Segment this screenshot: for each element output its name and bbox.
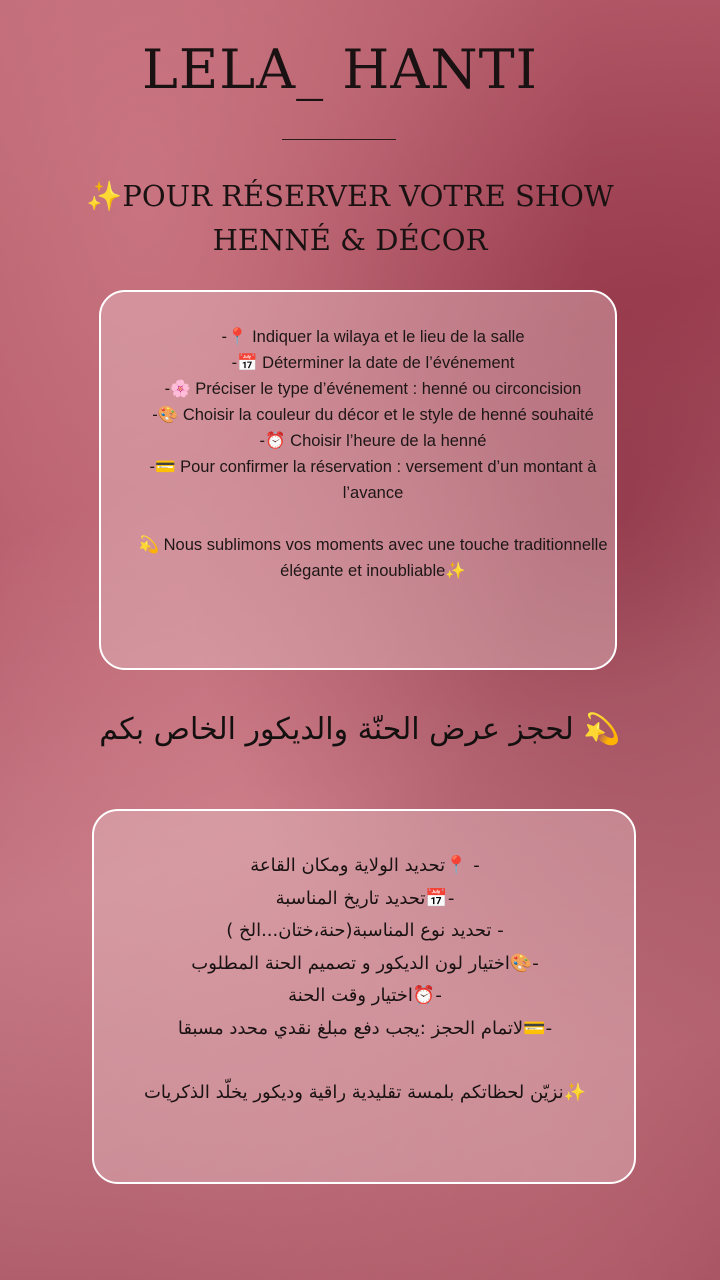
french-heading: ✨POUR RÉSERVER VOTRE SHOW HENNÉ & DÉCOR (86, 179, 614, 257)
ar-line-event-type: - تحديد نوع المناسبة(حنة،ختان...الخ ) (226, 920, 504, 941)
page-title: LELA_ HANTI (142, 38, 538, 101)
ar-line-time: -⏰اختيار وقت الحنة (288, 985, 442, 1006)
ar-line-decor: -🎨اختيار لون الديكور و تصميم الحنة المطلوب (191, 952, 539, 974)
spacer (95, 1045, 635, 1077)
spacer (118, 506, 628, 532)
arabic-heading: 💫 لحجز عرض الحنّة والديكور الخاص بكم (99, 712, 621, 747)
arabic-card-text (95, 850, 635, 1110)
fr-line-payment: -💳 Pour confirmer la réservation : versement d’un montant à l’avance (149, 458, 597, 502)
fr-line-location: -📍 Indiquer la wilaya et le lieu de la salle (221, 328, 525, 346)
ar-line-payment: -💳لاتمام الحجز :يجب دفع مبلغ نقدي محدد مسبقا (177, 1017, 553, 1039)
fr-line-decor: -🎨 Choisir la couleur du décor et le style de henné souhaité (152, 406, 594, 424)
french-card-text (118, 324, 628, 584)
fr-line-event-type: -🌸 Préciser le type d’événement : henné ou circoncision (164, 380, 582, 398)
fr-closing: 💫 Nous sublimons vos moments avec une touche traditionnelle élégante et inoubliable✨ (138, 536, 608, 580)
ar-line-date: -📅تحديد تاريخ المناسبة (275, 887, 455, 909)
title-divider (282, 139, 396, 140)
fr-line-time: -⏰ Choisir l’heure de la henné (259, 432, 487, 450)
ar-line-location: - 📍تحديد الولاية ومكان القاعة (250, 855, 480, 876)
fr-line-date: -📅 Déterminer la date de l’événement (231, 354, 515, 372)
ar-closing: ✨نزيّن لحظاتكم بلمسة تقليدية راقية وديكور يخلّد الذكريات (143, 1082, 587, 1103)
